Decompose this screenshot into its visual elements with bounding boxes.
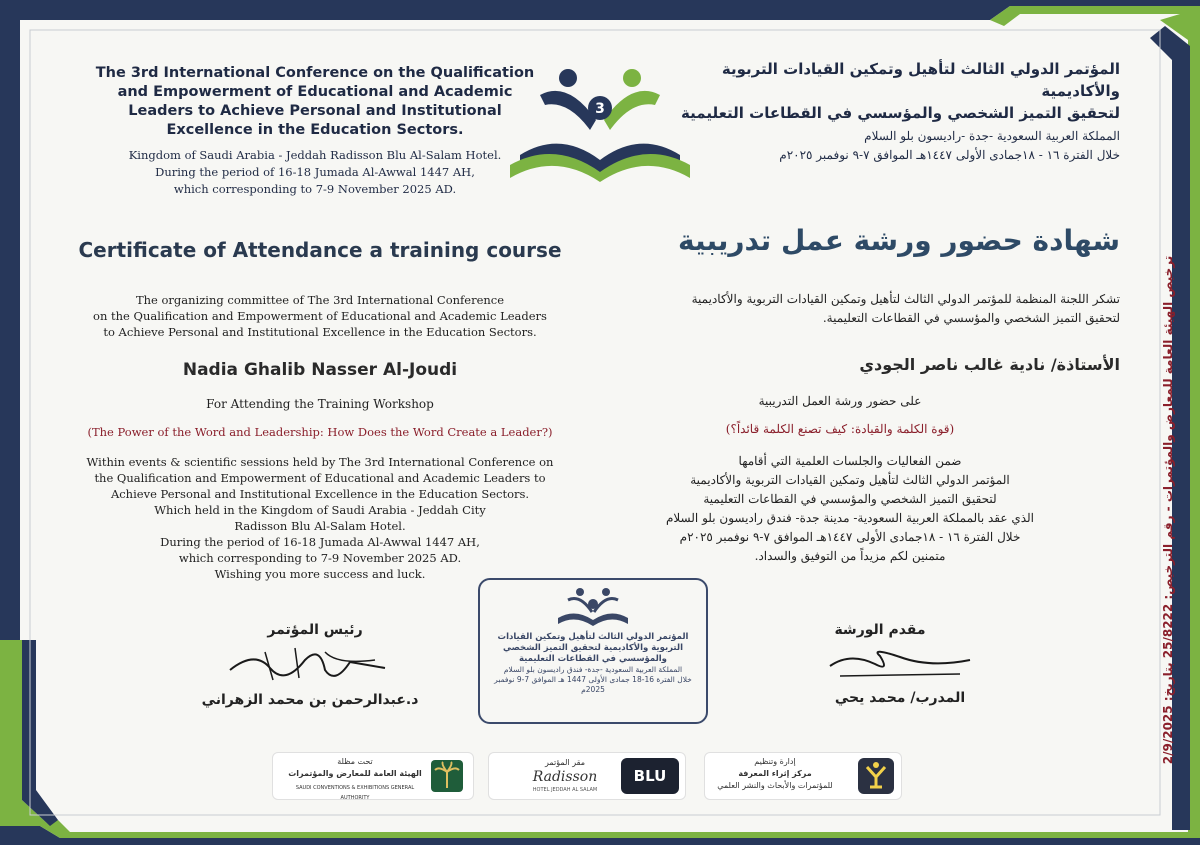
stamp-text <box>486 632 700 695</box>
header-ar-title <box>660 58 1120 124</box>
body-en-intro <box>40 292 600 340</box>
body-ar-within <box>650 452 1050 566</box>
body-en-within-line: During the period of 16-18 Jumada Al-Awwal 1447 AH, <box>160 535 480 549</box>
patronage-label: تحت مظلة <box>337 757 373 766</box>
header-en-subtitle <box>100 147 530 198</box>
conference-logo-icon <box>500 60 700 190</box>
venue-logo <box>488 752 686 800</box>
organizer-emblem-icon <box>857 757 895 795</box>
patronage-logo <box>272 752 474 800</box>
body-ar-within-line: متمنين لكم مزيداً من التوفيق والسداد. <box>754 549 946 563</box>
for-attending-ar: على حضور ورشة العمل التدريبية <box>758 394 922 408</box>
certificate-title-ar: شهادة حضور ورشة عمل تدريبية <box>678 224 1120 257</box>
venue-sub: HOTEL JEDDAH AL SALAM <box>532 787 598 793</box>
body-en-within-line: the Qualification and Empowerment of Educational and Academic Leaders to <box>94 471 546 485</box>
patronage-name: الهيئة العامة للمعارض والمؤتمرات <box>288 769 422 778</box>
venue-label: مقر المؤتمر <box>545 758 585 767</box>
header-en-line: and Empowerment of Educational and Academic <box>117 84 513 100</box>
president-signature-icon <box>225 640 395 688</box>
body-ar-intro-line: تشكر اللجنة المنظمة للمؤتمر الدولي الثالث لتأهيل وتمكين القيادات التربوية والأكاديمية <box>691 292 1120 306</box>
blu-logo: BLU <box>621 758 679 794</box>
license-vertical-text: ترخيص الهيئة العامة للمعارض والمؤتمرات - رقم الترخيص: 25/8222 بتاريخ: 2/9/2025 <box>1161 255 1175 765</box>
presenter-signature-icon <box>820 642 980 686</box>
body-en-within <box>40 454 600 582</box>
patronage-name-en: SAUDI CONVENTIONS & EXHIBITIONS GENERAL AUTHORITY <box>295 785 415 801</box>
president-title: رئيس المؤتمر <box>267 622 363 638</box>
body-ar-intro <box>660 290 1120 328</box>
header-ar-line: المؤتمر الدولي الثالث لتأهيل وتمكين القيادات التربوية والأكاديمية <box>721 60 1120 100</box>
workshop-title-en: (The Power of the Word and Leadership: How Does the Word Create a Leader?) <box>87 425 553 439</box>
header-ar-line: لتحقيق التميز الشخصي والمؤسسي في القطاعات التعليمية <box>681 104 1120 122</box>
body-en-within-line: which corresponding to 7-9 November 2025 AD. <box>178 551 462 565</box>
body-ar-within-line: لتحقيق التميز الشخصي والمؤسسي في القطاعات التعليمية <box>703 492 997 506</box>
header-en-title <box>90 64 540 140</box>
header-ar-subtitle <box>680 127 1120 165</box>
logo-number: 3 <box>595 101 605 117</box>
body-ar-within-line: المؤتمر الدولي الثالث لتأهيل وتمكين القيادات التربوية والأكاديمية <box>690 473 1010 487</box>
body-en-within-line: Within events & scientific sessions held by The 3rd International Conference on <box>86 455 554 469</box>
stamp-small-line: 2025م <box>581 685 605 694</box>
organizer-label: إدارة وتنظيم <box>754 757 796 766</box>
recipient-name-en: Nadia Ghalib Nasser Al-Joudi <box>182 360 458 380</box>
body-en-intro-line: on the Qualification and Empowerment of Educational and Academic Leaders <box>93 309 547 323</box>
president-name: د.عبدالرحمن بن محمد الزهراني <box>201 692 419 708</box>
header-ar-sub-line: خلال الفترة ١٦ - ١٨جمادى الأولى ١٤٤٧هـ الموافق ٧-٩ نوفمبر ٢٠٢٥م <box>779 148 1120 162</box>
header-en-sub-line: Kingdom of Saudi Arabia - Jeddah Radisson Blu Al-Salam Hotel. <box>128 148 502 162</box>
workshop-title-ar: (قوة الكلمة والقيادة: كيف تصنع الكلمة قائداً؟) <box>725 422 955 436</box>
header-ar-sub-line: المملكة العربية السعودية -جدة -راديسون بلو السلام <box>864 129 1120 143</box>
palm-tree-icon <box>429 758 465 794</box>
stamp-small-line: خلال الفترة 16-18 جمادى الأولى 1447 هـ الموافق 7-9 نوفمبر <box>494 675 692 684</box>
body-ar-within-line: الذي عقد بالمملكة العربية السعودية- مدينة جدة- فندق راديسون بلو السلام <box>665 511 1035 525</box>
header-en-line: Leaders to Achieve Personal and Institutional <box>128 103 502 119</box>
recipient-name-ar: الأستاذة/ نادية غالب ناصر الجودي <box>859 355 1120 374</box>
stamp-line: والمؤسسي في القطاعات التعليمية <box>519 654 667 664</box>
conference-stamp <box>478 578 708 724</box>
organizer-logo <box>704 752 902 800</box>
presenter-title: مقدم الورشة <box>834 622 926 638</box>
header-en-line: The 3rd International Conference on the Qualification <box>95 65 535 81</box>
body-en-intro-line: The organizing committee of The 3rd International Conference <box>135 293 505 307</box>
header-en-line: Excellence in the Education Sectors. <box>166 122 464 138</box>
stamp-small-line: المملكة العربية السعودية -جدة- فندق راديسون بلو السلام <box>503 665 683 674</box>
body-en-within-line: Achieve Personal and Institutional Excellence in the Education Sectors. <box>110 487 530 501</box>
stamp-logo-icon <box>550 584 636 630</box>
header-en-sub-line: which corresponding to 7-9 November 2025 AD. <box>173 182 457 196</box>
venue-name: Radisson <box>532 769 598 785</box>
header-en-sub-line: During the period of 16-18 Jumada Al-Awwal 1447 AH, <box>155 165 475 179</box>
body-ar-intro-line: لتحقيق التميز الشخصي والمؤسسي في القطاعات التعليمية. <box>822 311 1120 325</box>
body-ar-within-line: خلال الفترة ١٦ - ١٨جمادى الأولى ١٤٤٧هـ الموافق ٧-٩ نوفمبر ٢٠٢٥م <box>679 530 1021 544</box>
organizer-name-1: مركز إثراء المعرفة <box>738 769 812 778</box>
body-en-within-line: Radisson Blu Al-Salam Hotel. <box>234 519 406 533</box>
stamp-line: المؤتمر الدولي الثالث لتأهيل وتمكين القيادات <box>497 632 689 642</box>
for-attending-en: For Attending the Training Workshop <box>206 397 434 411</box>
body-en-within-line: Which held in the Kingdom of Saudi Arabia - Jeddah City <box>154 503 486 517</box>
body-en-intro-line: to Achieve Personal and Institutional Excellence in the Education Sectors. <box>103 325 537 339</box>
presenter-name: المدرب/ محمد يحي <box>834 690 966 706</box>
body-en-within-line: Wishing you more success and luck. <box>214 567 426 581</box>
organizer-name-2: للمؤتمرات والأبحاث والنشر العلمي <box>717 781 833 790</box>
stamp-line: التربوية والأكاديمية لتحقيق التميز الشخصي <box>502 643 684 653</box>
body-ar-within-line: ضمن الفعاليات والجلسات العلمية التي أقامها <box>738 454 962 468</box>
certificate-title-en: Certificate of Attendance a training course <box>78 238 562 262</box>
